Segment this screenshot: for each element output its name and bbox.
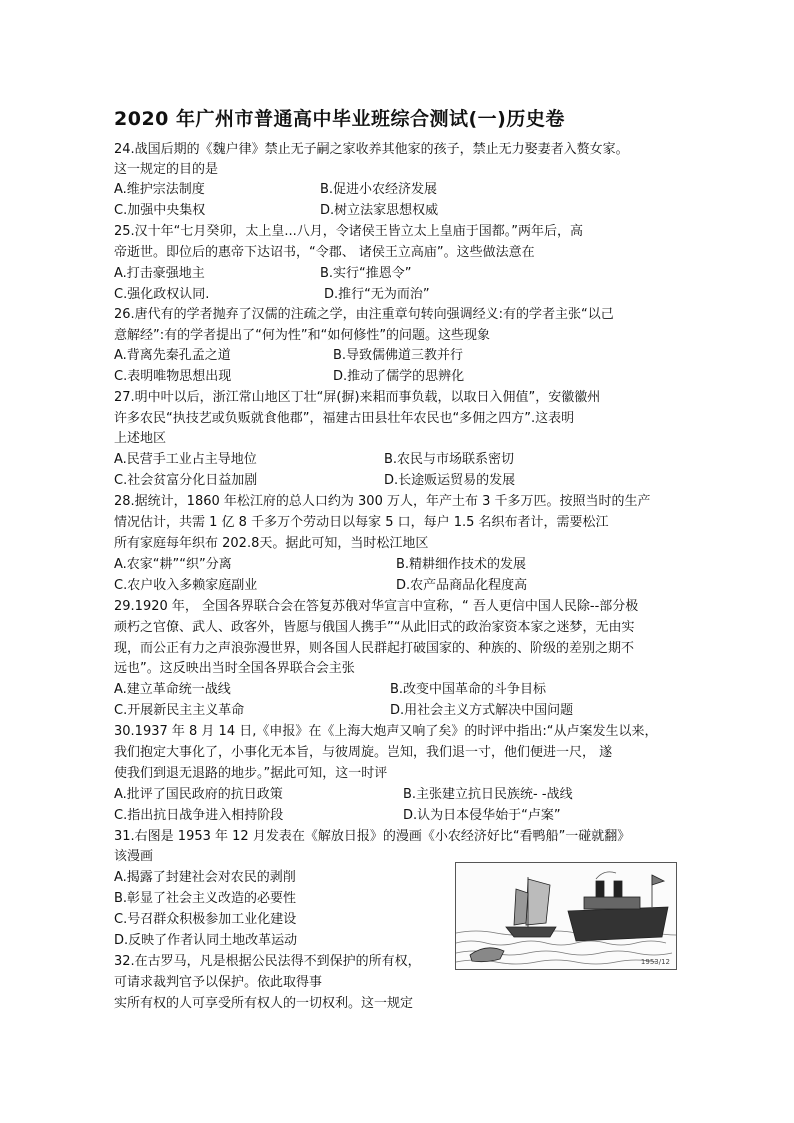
q29-option-b: B.改变中国革命的斗争目标 (390, 682, 547, 697)
q31-option-c: C.号召群众积极参加工业化建设 (114, 912, 297, 927)
cartoon-caption: 1953/12 (640, 958, 670, 966)
q26-option-b: B.导致儒佛道三教并行 (333, 348, 464, 363)
q32-line-1: 32.在古罗马，凡是根据公民法得不到保护的所有权， (114, 954, 421, 969)
q26-option-a: A.背离先秦孔孟之道 (114, 348, 231, 363)
q29-line-2: 顽朽之官僚、武人、政客外，皆愿与俄国人携手”“从此旧式的政治家资本家之迷梦，无由实 (114, 620, 635, 635)
q30-line-3: 使我们到退无退路的地步。”据此可知，这一时评 (114, 766, 388, 781)
q24-line-1: 24.战国后期的《魏户律》禁止无子嗣之家收养其他家的孩子，禁止无力娶妻者入赘女家。 (114, 142, 629, 157)
q31-option-b: B.彰显了社会主义改造的必要性 (114, 891, 297, 906)
q25-line-2: 帝逝世。即位后的惠帝下达诏书，“令郡、 诸侯王立高庙”。这些做法意在 (114, 245, 535, 260)
q25-option-d: D.推行“无为而治” (324, 287, 430, 302)
q24-option-b: B.促进小农经济发展 (320, 182, 438, 197)
q27-line-1: 27.明中叶以后，浙江常山地区丁壮“屏(摒)来耜而事负载，以取日入佣值”，安徽徽州 (114, 390, 601, 405)
q27-line-3: 上述地区 (114, 431, 167, 446)
q28-line-1: 28.据统计，1860 年松江府的总人口约为 300 万人，年产土布 3 千多万匹。按照当时的生产 (114, 494, 651, 509)
q28-option-d: D.农产品商品化程度高 (396, 578, 528, 593)
q29-option-a: A.建立革命统一战线 (114, 682, 231, 697)
q28-option-b: B.精耕细作技术的发展 (396, 557, 527, 572)
q30-option-a: A.批评了国民政府的抗日政策 (114, 787, 283, 802)
q30-line-1: 30.1937 年 8 月 14 日,《申报》在《上海大炮声又响了矣》的时评中指出:“从卢案发生以来， (114, 724, 658, 739)
cartoon-drawing (456, 863, 676, 969)
q30-line-2: 我们抱定大事化了，小事化无本旨，与彼周旋。岂知，我们退一寸，他们便进一尺， 遂 (114, 745, 613, 760)
q26-option-c: C.表明唯物思想出现 (114, 369, 232, 384)
q24-option-a: A.维护宗法制度 (114, 182, 205, 197)
q24-option-c: C.加强中央集权 (114, 203, 206, 218)
steamship (568, 872, 668, 941)
q28-option-c: C.农户收入多赖家庭副业 (114, 578, 258, 593)
q31-option-a: A.揭露了封建社会对农民的剥削 (114, 870, 296, 885)
q32-line-2: 可请求裁判官予以保护。依此取得事 (114, 975, 323, 990)
capsized-boat (470, 948, 504, 962)
q24-line-2: 这一规定的目的是 (114, 162, 219, 177)
q29-line-1: 29.1920 年， 全国各界联合会在答复苏俄对华宣言中宣称，“ 吾人更信中国人民除--部分极 (114, 599, 639, 614)
q26-option-d: D.推动了儒学的思辨化 (333, 369, 465, 384)
q32-line-3: 实所有权的人可享受所有权人的一切权利。这一规定 (114, 996, 414, 1011)
q29-option-d: D.用社会主义方式解决中国问题 (390, 703, 574, 718)
q27-option-a: A.民营手工业占主导地位 (114, 452, 257, 467)
q26-line-1: 26.唐代有的学者抛弃了汉儒的注疏之学，由注重章句转向强调经义:有的学者主张“以己 (114, 307, 614, 322)
q27-option-d: D.长途贩运贸易的发展 (384, 473, 516, 488)
q26-line-2: 意解经”:有的学者提出了“何为性”和“如何修性”的问题。这些现象 (114, 328, 491, 343)
q25-line-1: 25.汉十年“七月癸卯，太上皇...八月，令诸侯王皆立太上皇庙于国都。”两年后，高 (114, 224, 584, 239)
page-title: 2020 年广州市普通高中毕业班综合测试(一)历史卷 (114, 108, 565, 130)
q29-line-4: 远也”。这反映出当时全国各界联合会主张 (114, 661, 355, 676)
q25-option-a: A.打击豪强地主 (114, 266, 205, 281)
junk-boat (506, 877, 556, 937)
q31-option-d: D.反映了作者认同土地改革运动 (114, 933, 298, 948)
q27-option-b: B.农民与市场联系密切 (384, 452, 515, 467)
q25-option-b: B.实行“推恩令” (320, 266, 412, 281)
q30-option-c: C.指出抗日战争进入相持阶段 (114, 808, 284, 823)
q28-line-3: 所有家庭每年织布 202.8天。据此可知，当时松江地区 (114, 536, 429, 551)
q28-line-2: 情况估计，共需 1 亿 8 千多万个劳动日以每家 5 口，每户 1.5 名织布者计，需要松江 (114, 515, 609, 530)
q29-option-c: C.开展新民主主义革命 (114, 703, 245, 718)
q24-option-d: D.树立法家思想权威 (320, 203, 439, 218)
q31-line-2: 该漫画 (114, 849, 154, 864)
q29-line-3: 现，而公正有力之声浪弥漫世界，则各国人民群起打破国家的、种族的、阶级的差别之期不 (114, 641, 635, 656)
q25-option-c: C.强化政权认同. (114, 287, 210, 302)
q27-option-c: C.社会贫富分化日益加剧 (114, 473, 258, 488)
q30-option-b: B.主张建立抗日民族统- -战线 (403, 787, 573, 802)
q28-option-a: A.农家“耕”“织”分离 (114, 557, 232, 572)
q31-line-1: 31.右图是 1953 年 12 月发表在《解放日报》的漫画《小农经济好比“看鸭船”一碰就翻》 (114, 829, 631, 844)
q30-option-d: D.认为日本侵华始于“卢案” (403, 808, 561, 823)
q31-cartoon-image (455, 862, 677, 970)
q27-line-2: 许多农民“执技艺或负贩就食他郡”，福建古田县壮年农民也“多佣之四方”.这表明 (114, 411, 575, 426)
